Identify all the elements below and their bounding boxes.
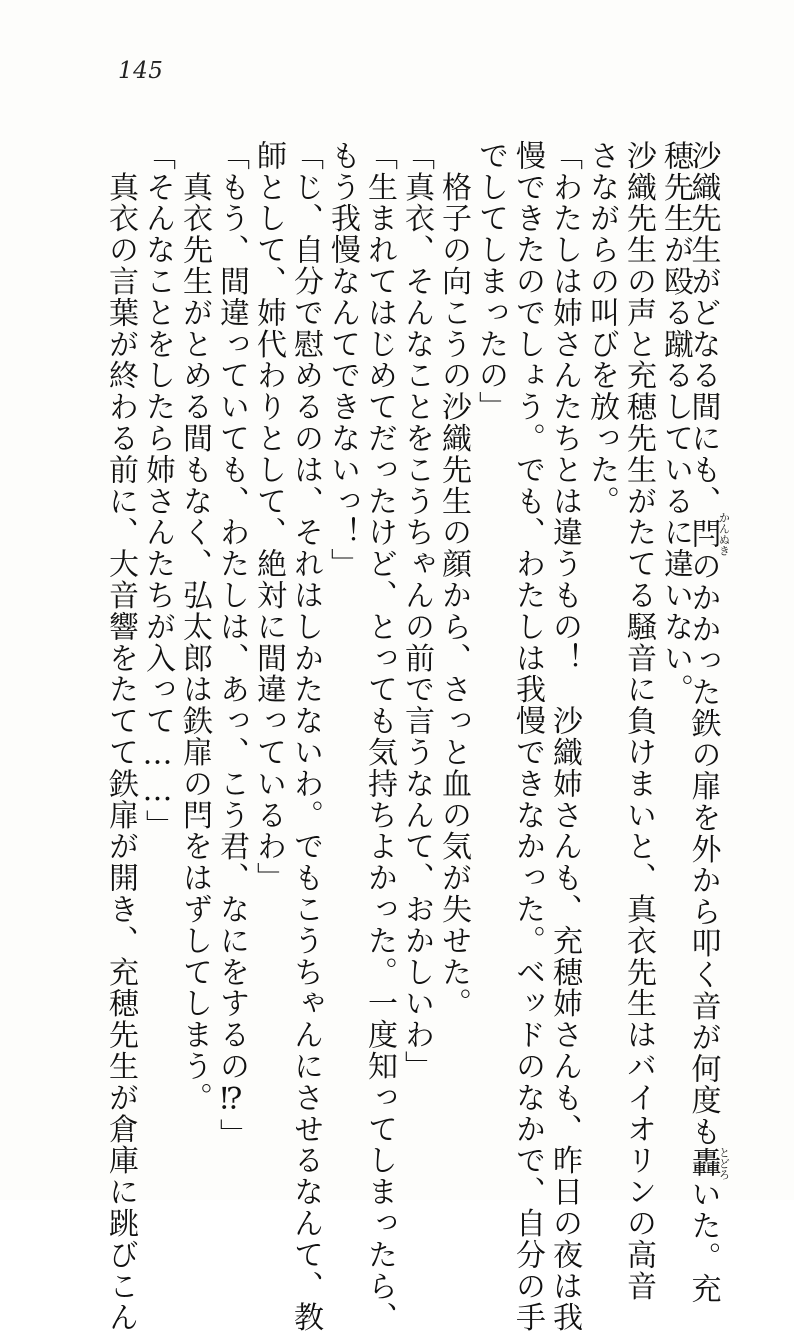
text-line [287,140,323,1333]
ruby-reading: とどろ [717,1146,731,1180]
text-line [213,140,249,1150]
text-segment: 師として、姉代わりとして、絶対に間違っているわ」 [251,140,286,894]
text-segment: のかかった鉄の扉を外から叩く音が何度も [685,550,721,1148]
text-segment: もう我慢なんてできないっ！」 [325,140,360,580]
text-line [657,140,693,1145]
ruby-base: 轟 [685,1146,721,1180]
text-segment: 沙織先生がどなる間にも、 [685,140,721,517]
text-line [583,140,619,1145]
ruby-base: 閂 [685,511,721,556]
text-line [361,140,397,1333]
text-segment: 沙織先生の声と充穂先生がたてる騒音に負けまいと、真衣先生はバイオリンの高音 [621,140,656,1302]
text-segment: 格子の向こうの沙織先生の顔から、さっと血の気が失せた。 [436,140,471,1020]
ruby-word [685,1146,731,1180]
text-segment: 真衣の言葉が終わる前に、大音響をたてて鉄扉が開き、充穂先生が倉庫に跳びこん [103,140,138,1333]
vertical-text-block [103,140,731,1333]
text-segment: 「もう、間違っていても、わたしは、あっ、こう君、なにをするの⁉」 [214,140,249,1150]
text-segment: さながらの叫びを放った。 [584,140,619,517]
text-line [620,140,656,1302]
text-line [324,140,360,1145]
text-line [102,140,138,1333]
text-line [685,140,731,1305]
text-segment: 真衣先生がとめる間もなく、弘太郎は鉄扉の閂をはずしてしまう。 [177,140,212,1114]
text-segment: 「じ、自分で慰めるのは、それはしかたないわ。でもこうちゃんにさせるなんて、教 [288,140,323,1333]
text-line [509,140,545,1333]
text-line [139,140,175,1145]
text-segment: 穂先生が殴る蹴るしているに違いない。 [658,140,693,706]
text-line [398,140,434,1145]
text-line [472,140,508,1145]
text-segment: 「わたしは姉さんたちとは違うもの！ 沙織姉さんも、充穂姉さんも、昨日の夜は我 [547,140,582,1333]
text-segment: 慢できたのでしょう。でも、わたしは我慢できなかった。ベッドのなかで、自分の手 [510,140,545,1333]
text-segment: 「真衣、そんなことをこうちゃんの前で言うなんて、おかしいわ」 [399,140,434,1082]
page-number: 145 [118,58,164,84]
text-line [176,140,212,1145]
text-segment: 「生まれてはじめてだったけど、とっても気持ちよかった。一度知ってしまったら、 [362,140,397,1333]
text-line [546,140,582,1333]
text-line [250,140,286,1145]
text-segment: 「そんなことをしたら姉さんたちが入って……」 [140,140,175,841]
text-segment: でしてしまったの」 [473,140,508,423]
text-line [435,140,471,1145]
text-segment: いた。充 [685,1178,721,1305]
ruby-reading: かんぬき [717,511,731,556]
